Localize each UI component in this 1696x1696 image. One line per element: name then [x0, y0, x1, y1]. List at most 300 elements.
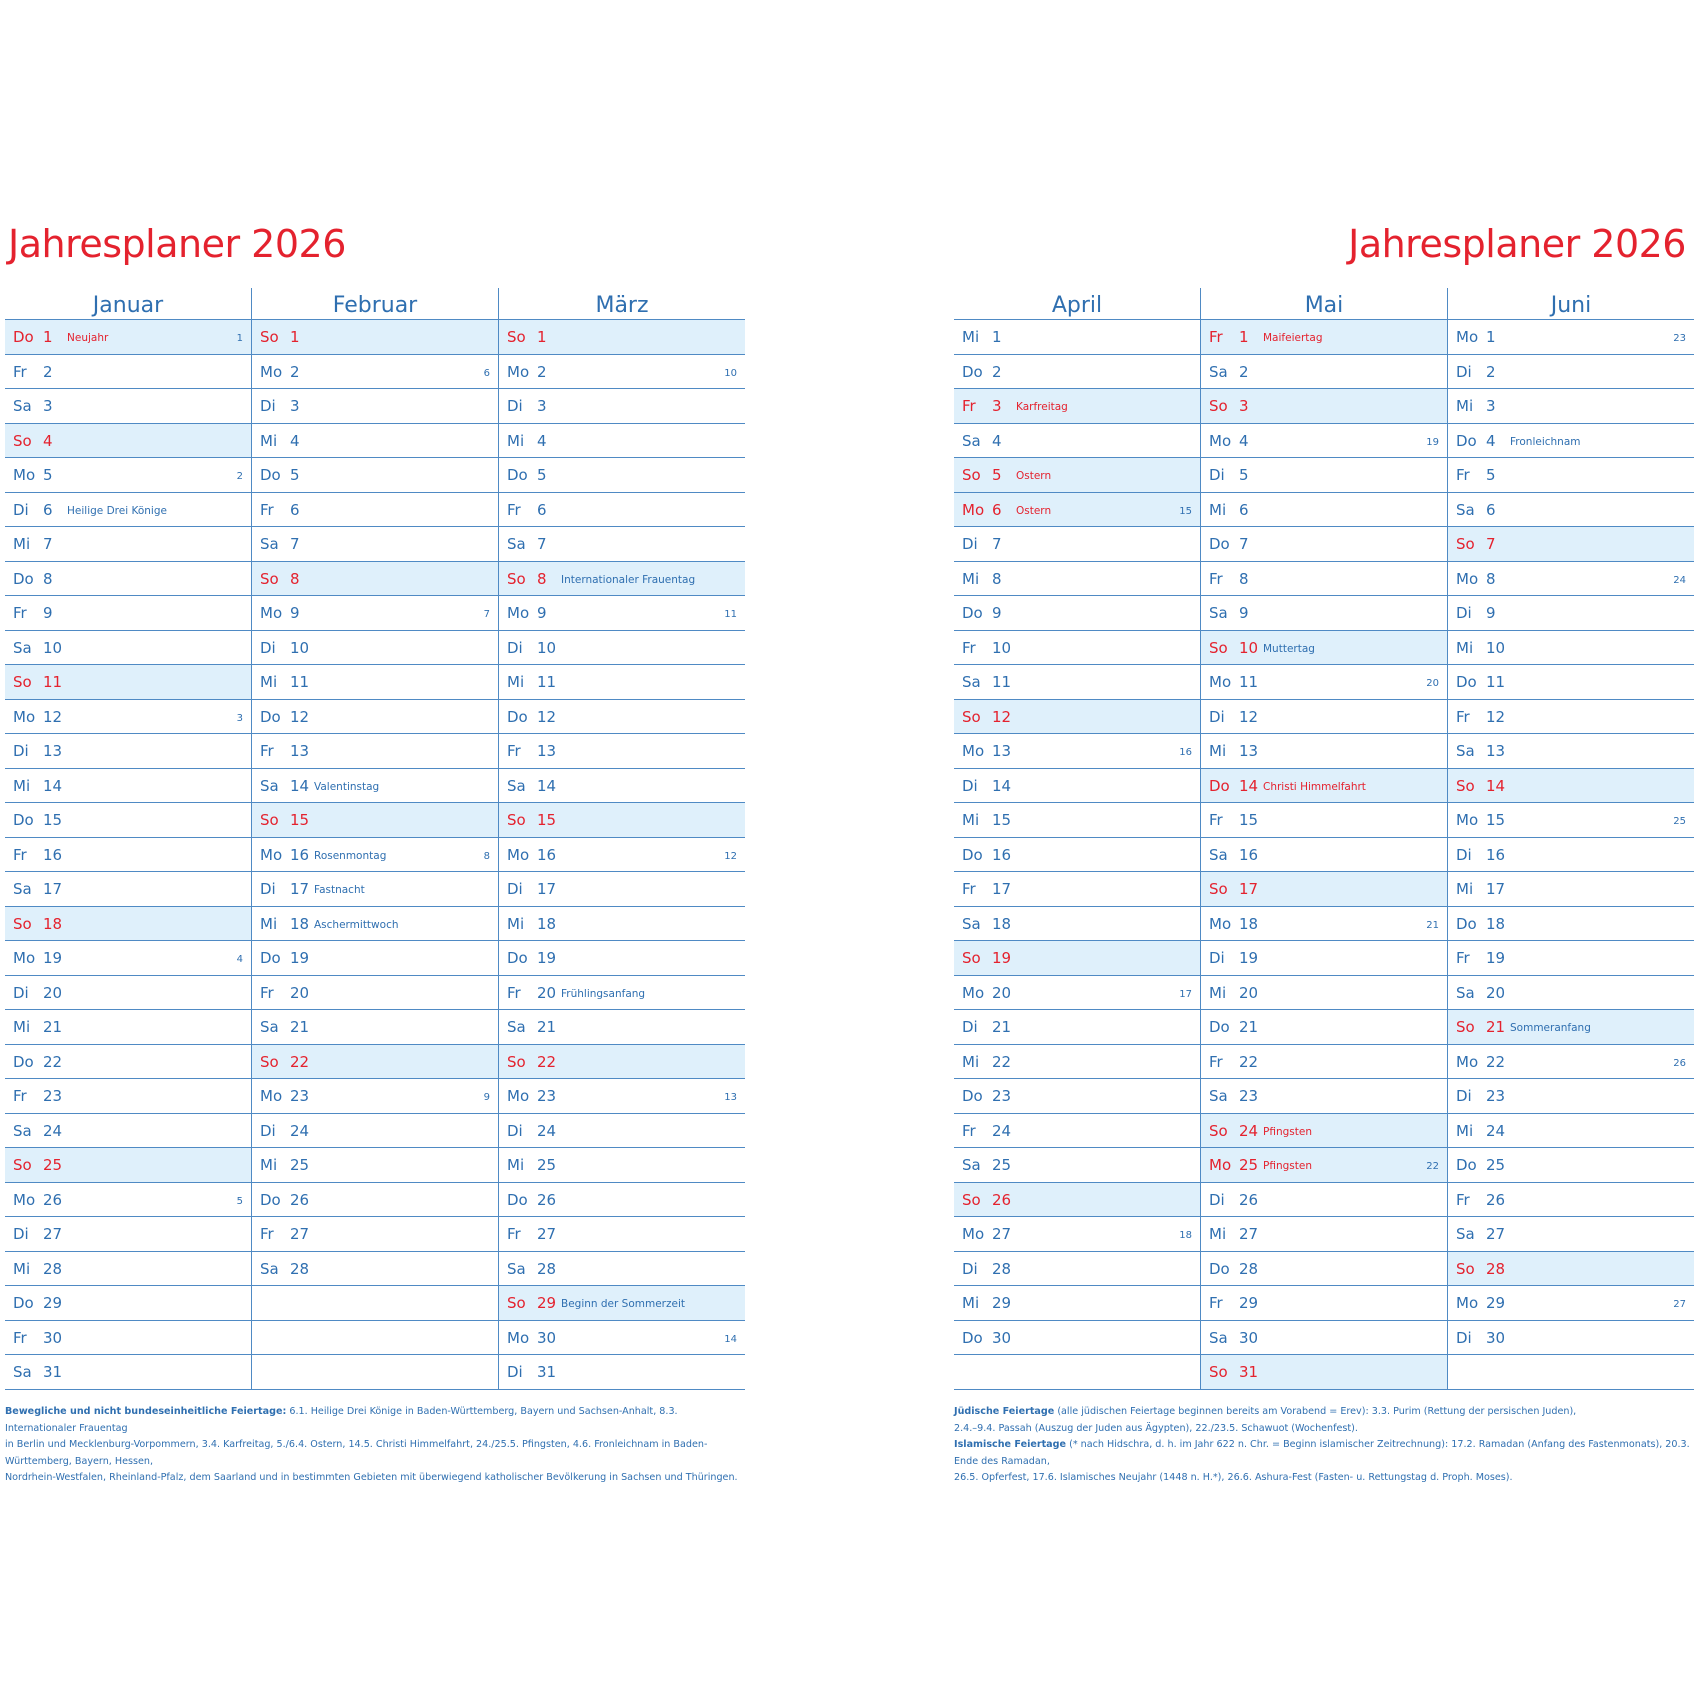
- day-number: 30: [1239, 1328, 1259, 1347]
- day-number: 20: [290, 983, 310, 1002]
- day-number: 29: [1486, 1294, 1506, 1312]
- day-number: 15: [43, 811, 63, 829]
- day-row: [499, 1114, 745, 1149]
- day-row: [252, 1114, 498, 1149]
- weekday-label: Fr: [13, 1328, 27, 1347]
- day-number: 30: [43, 1328, 63, 1347]
- weekday-label: So: [962, 707, 981, 726]
- day-number: 26: [290, 1190, 310, 1209]
- day-row: [252, 1321, 498, 1356]
- weekday-label: Mo: [507, 604, 530, 622]
- weekday-label: Mo: [1456, 328, 1479, 346]
- day-row: [499, 355, 745, 390]
- event-label: Christi Himmelfahrt: [1263, 780, 1366, 793]
- day-row: [954, 458, 1200, 493]
- day-row: [5, 1183, 251, 1218]
- weekday-label: Fr: [260, 1225, 274, 1243]
- day-number: 27: [1486, 1225, 1506, 1243]
- weekday-label: Mi: [1456, 880, 1474, 898]
- day-number: 23: [1486, 1087, 1506, 1105]
- day-number: 1: [992, 328, 1002, 346]
- day-row: [1448, 734, 1694, 769]
- week-number: 8: [483, 850, 490, 862]
- day-number: 12: [992, 707, 1012, 726]
- event-label: Ostern: [1016, 470, 1052, 482]
- weekday-label: Fr: [260, 742, 274, 760]
- weekday-label: So: [962, 466, 981, 484]
- day-row: [5, 389, 251, 424]
- day-row: [499, 1355, 745, 1390]
- day-row: [1448, 872, 1694, 907]
- weekday-label: Di: [507, 1121, 523, 1140]
- weekday-label: Di: [507, 397, 523, 415]
- weekday-label: Mo: [13, 949, 36, 967]
- day-number: 23: [537, 1087, 557, 1105]
- day-row: [499, 527, 745, 562]
- day-number: 21: [290, 1018, 310, 1036]
- month-header: Februar: [252, 288, 498, 320]
- weekday-label: Di: [962, 535, 978, 553]
- week-number: 1: [236, 333, 243, 344]
- day-row: [252, 1217, 498, 1252]
- day-number: 25: [992, 1156, 1012, 1174]
- day-number: 19: [290, 949, 310, 967]
- day-number: 30: [537, 1328, 557, 1347]
- day-number: 30: [992, 1328, 1012, 1347]
- weekday-label: Mi: [962, 328, 980, 346]
- day-row: [499, 1010, 745, 1045]
- weekday-label: Mo: [1456, 1294, 1479, 1312]
- month-header: Mai: [1201, 288, 1447, 320]
- day-row: [5, 1010, 251, 1045]
- day-row: [1448, 562, 1694, 597]
- day-number: 21: [1239, 1018, 1259, 1036]
- day-row: [1201, 1183, 1447, 1218]
- day-number: 5: [43, 466, 53, 484]
- day-row: [1201, 1148, 1447, 1183]
- day-number: 7: [537, 535, 547, 553]
- day-number: 23: [290, 1087, 310, 1105]
- day-row: [954, 1114, 1200, 1149]
- day-row: [499, 665, 745, 700]
- weekday-label: Fr: [507, 742, 521, 760]
- weekday-label: Mo: [1209, 431, 1232, 450]
- day-row: [1448, 1183, 1694, 1218]
- day-number: 5: [992, 466, 1002, 484]
- day-row: [954, 320, 1200, 355]
- weekday-label: Do: [13, 328, 34, 346]
- event-label: Sommeranfang: [1510, 1022, 1591, 1034]
- weekday-label: Do: [962, 1328, 983, 1347]
- weekday-label: So: [13, 914, 32, 933]
- weekday-label: Sa: [507, 776, 526, 795]
- day-number: 17: [1239, 880, 1259, 898]
- day-row: [252, 424, 498, 459]
- weekday-label: Di: [962, 1259, 978, 1278]
- weekday-label: Do: [507, 707, 528, 726]
- day-row: [1201, 1079, 1447, 1114]
- day-row: [499, 562, 745, 597]
- day-row: [499, 941, 745, 976]
- week-number: 5: [236, 1195, 243, 1207]
- weekday-label: Sa: [962, 1156, 981, 1174]
- weekday-label: Sa: [507, 535, 526, 553]
- weekday-label: Mo: [260, 604, 283, 622]
- weekday-label: Mi: [1456, 1121, 1474, 1140]
- weekday-label: Mi: [260, 1156, 278, 1174]
- left-footnote-line-3: Nordrhein-Westfalen, Rheinland-Pfalz, dem Saarland und in bestimmten Gebieten mit überwiegend katholischer Bevölkerung in Sachsen und Thüringen.: [5, 1472, 738, 1484]
- event-label: Muttertag: [1263, 642, 1315, 655]
- day-number: 24: [290, 1121, 310, 1140]
- weekday-label: Mi: [507, 673, 525, 691]
- week-number: 3: [236, 712, 243, 724]
- day-number: 8: [43, 569, 53, 588]
- day-number: 22: [537, 1052, 557, 1071]
- weekday-label: Di: [1456, 1328, 1472, 1347]
- weekday-label: Mo: [1456, 1052, 1479, 1071]
- day-number: 11: [290, 673, 310, 691]
- day-row: [499, 734, 745, 769]
- day-row: [499, 700, 745, 735]
- day-row: [954, 769, 1200, 804]
- weekday-label: Mi: [13, 535, 31, 553]
- event-label: Fronleichnam: [1510, 435, 1581, 448]
- day-number: 28: [1239, 1259, 1259, 1278]
- day-number: 16: [992, 845, 1012, 864]
- weekday-label: So: [1209, 1121, 1228, 1140]
- day-row: [954, 596, 1200, 631]
- day-row: [1448, 1010, 1694, 1045]
- day-number: 26: [1239, 1190, 1259, 1209]
- weekday-label: Do: [13, 811, 34, 829]
- weekday-label: Mi: [13, 776, 31, 795]
- left-footnote-line-1: 6.1. Heilige Drei Könige in Baden-Württemberg, Bayern und Sachsen-Anhalt, 8.3. Internationaler Frauentag: [5, 1406, 678, 1434]
- weekday-label: Sa: [1456, 742, 1475, 760]
- day-row: [252, 355, 498, 390]
- day-row: [252, 493, 498, 528]
- day-row: [1201, 803, 1447, 838]
- day-number: 10: [290, 638, 310, 657]
- weekday-label: So: [962, 1190, 981, 1209]
- day-row: [954, 838, 1200, 873]
- day-number: 6: [290, 500, 300, 519]
- day-row: [1201, 1355, 1447, 1390]
- day-number: 10: [992, 638, 1012, 657]
- day-row: [499, 1079, 745, 1114]
- event-label: Beginn der Sommerzeit: [561, 1298, 686, 1310]
- day-number: 5: [290, 466, 300, 484]
- day-number: 17: [290, 880, 310, 898]
- day-number: 9: [992, 604, 1002, 622]
- day-row: [252, 700, 498, 735]
- weekday-label: Sa: [13, 1363, 32, 1381]
- weekday-label: Sa: [1209, 1087, 1228, 1105]
- day-row: [954, 493, 1200, 528]
- day-row: [954, 1355, 1200, 1390]
- day-number: 9: [1239, 604, 1249, 622]
- weekday-label: Mo: [13, 466, 36, 484]
- weekday-label: Mi: [13, 1259, 31, 1278]
- weekday-label: Di: [507, 880, 523, 898]
- day-row: [499, 320, 745, 355]
- weekday-label: Mi: [507, 431, 525, 450]
- week-number: 23: [1673, 333, 1686, 344]
- right-footnote: [954, 1404, 1694, 1487]
- day-row: [5, 769, 251, 804]
- weekday-label: Fr: [962, 638, 976, 657]
- day-row: [954, 872, 1200, 907]
- weekday-label: Mo: [507, 845, 530, 864]
- day-number: 12: [290, 707, 310, 726]
- day-number: 27: [537, 1225, 557, 1243]
- weekday-label: So: [260, 569, 279, 588]
- day-row: [1201, 907, 1447, 942]
- day-row: [1448, 1079, 1694, 1114]
- weekday-label: So: [260, 328, 279, 346]
- weekday-label: So: [1209, 397, 1228, 415]
- right-calendar-grid: [954, 288, 1694, 1390]
- day-number: 2: [537, 362, 547, 381]
- event-label: Pfingsten: [1263, 1160, 1312, 1172]
- day-row: [954, 1183, 1200, 1218]
- weekday-label: Fr: [1209, 569, 1223, 588]
- day-number: 28: [1486, 1259, 1506, 1278]
- day-row: [1448, 838, 1694, 873]
- weekday-label: Do: [1209, 776, 1230, 795]
- day-number: 1: [290, 328, 300, 346]
- day-row: [1448, 596, 1694, 631]
- day-number: 1: [1239, 328, 1249, 346]
- day-number: 14: [1486, 776, 1506, 795]
- day-row: [1448, 1045, 1694, 1080]
- month-header: April: [954, 288, 1200, 320]
- day-number: 27: [290, 1225, 310, 1243]
- day-number: 6: [1239, 500, 1249, 519]
- weekday-label: Mi: [260, 673, 278, 691]
- day-number: 29: [43, 1294, 63, 1312]
- weekday-label: Do: [507, 949, 528, 967]
- day-number: 4: [537, 431, 547, 450]
- day-row: [499, 389, 745, 424]
- day-number: 27: [43, 1225, 63, 1243]
- day-row: [954, 562, 1200, 597]
- weekday-label: So: [507, 328, 526, 346]
- day-number: 22: [1239, 1052, 1259, 1071]
- event-label: Frühlingsanfang: [561, 987, 646, 1000]
- day-number: 4: [992, 431, 1002, 450]
- day-number: 22: [1486, 1052, 1506, 1071]
- day-number: 8: [992, 569, 1002, 588]
- day-number: 12: [537, 707, 557, 726]
- weekday-label: Fr: [260, 500, 274, 519]
- weekday-label: Mo: [260, 362, 283, 381]
- day-number: 1: [1486, 328, 1496, 346]
- day-row: [252, 320, 498, 355]
- day-row: [499, 976, 745, 1011]
- day-number: 5: [1239, 466, 1249, 484]
- right-page-title: Jahresplaner 2026: [1348, 222, 1686, 266]
- day-row: [954, 1148, 1200, 1183]
- day-row: [5, 1355, 251, 1390]
- day-number: 11: [43, 673, 63, 691]
- day-row: [1448, 424, 1694, 459]
- weekday-label: Mo: [507, 362, 530, 381]
- weekday-label: Mi: [1209, 742, 1227, 760]
- week-number: 22: [1426, 1161, 1439, 1172]
- day-row: [1201, 734, 1447, 769]
- day-number: 7: [1239, 535, 1249, 553]
- day-row: [5, 941, 251, 976]
- day-row: [954, 1010, 1200, 1045]
- day-number: 7: [992, 535, 1002, 553]
- day-number: 27: [992, 1225, 1012, 1243]
- weekday-label: So: [1456, 776, 1475, 795]
- month-column-februar: [251, 288, 498, 1390]
- day-row: [1448, 976, 1694, 1011]
- day-row: [1448, 320, 1694, 355]
- weekday-label: Sa: [962, 431, 981, 450]
- day-number: 20: [1239, 983, 1259, 1002]
- event-label: Internationaler Frauentag: [561, 573, 696, 586]
- day-number: 21: [43, 1018, 63, 1036]
- day-number: 4: [1239, 431, 1249, 450]
- weekday-label: Di: [13, 500, 29, 519]
- day-number: 23: [43, 1087, 63, 1105]
- day-number: 6: [1486, 500, 1496, 519]
- day-number: 22: [43, 1052, 63, 1071]
- day-row: [954, 734, 1200, 769]
- day-number: 18: [992, 914, 1012, 933]
- day-number: 1: [537, 328, 547, 346]
- day-row: [1448, 1148, 1694, 1183]
- day-number: 14: [992, 776, 1012, 795]
- weekday-label: Do: [13, 1052, 34, 1071]
- day-number: 5: [1486, 466, 1496, 484]
- weekday-label: Mi: [1209, 1225, 1227, 1243]
- day-row: [252, 1286, 498, 1321]
- day-row: [252, 1045, 498, 1080]
- day-number: 31: [43, 1363, 63, 1381]
- weekday-label: Fr: [962, 1121, 976, 1140]
- day-number: 3: [992, 397, 1002, 415]
- day-number: 4: [43, 431, 53, 450]
- event-label: Valentinstag: [314, 780, 380, 793]
- weekday-label: Mo: [260, 845, 283, 864]
- day-number: 28: [537, 1259, 557, 1278]
- weekday-label: Sa: [13, 638, 32, 657]
- day-row: [499, 493, 745, 528]
- day-number: 9: [43, 604, 53, 622]
- weekday-label: So: [507, 1294, 526, 1312]
- week-number: 4: [236, 954, 243, 965]
- week-number: 16: [1179, 747, 1192, 758]
- weekday-label: So: [962, 949, 981, 967]
- day-row: [1448, 941, 1694, 976]
- day-row: [5, 1114, 251, 1149]
- day-row: [1201, 389, 1447, 424]
- weekday-label: Do: [962, 362, 983, 381]
- day-row: [1201, 596, 1447, 631]
- weekday-label: Sa: [507, 1259, 526, 1278]
- weekday-label: Do: [1456, 914, 1477, 933]
- day-row: [499, 596, 745, 631]
- day-number: 14: [290, 776, 310, 795]
- week-number: 11: [724, 609, 737, 620]
- day-number: 11: [1486, 673, 1506, 691]
- weekday-label: Fr: [13, 845, 27, 864]
- day-number: 21: [992, 1018, 1012, 1036]
- day-row: [1448, 1217, 1694, 1252]
- day-number: 14: [1239, 776, 1259, 795]
- day-row: [499, 458, 745, 493]
- day-number: 16: [1486, 845, 1506, 864]
- right-footnote-line-4: 26.5. Opferfest, 17.6. Islamisches Neujahr (1448 n. H.*), 26.6. Ashura-Fest (Fasten- u. Rettungstag d. Proph. Moses).: [954, 1472, 1513, 1484]
- day-number: 8: [290, 569, 300, 588]
- day-row: [499, 631, 745, 666]
- day-row: [1448, 907, 1694, 942]
- weekday-label: Mo: [962, 742, 985, 760]
- weekday-label: Di: [260, 880, 276, 898]
- day-number: 22: [290, 1052, 310, 1071]
- day-row: [499, 1183, 745, 1218]
- day-number: 15: [537, 811, 557, 829]
- week-number: 17: [1179, 988, 1192, 1000]
- day-number: 19: [1486, 949, 1506, 967]
- day-row: [1201, 527, 1447, 562]
- day-row: [252, 1148, 498, 1183]
- weekday-label: Mi: [260, 431, 278, 450]
- day-number: 24: [43, 1121, 63, 1140]
- day-number: 18: [290, 914, 310, 933]
- day-row: [499, 1321, 745, 1356]
- day-row: [499, 1286, 745, 1321]
- weekday-label: Do: [1209, 535, 1230, 553]
- day-number: 20: [1486, 983, 1506, 1002]
- weekday-label: Mo: [507, 1087, 530, 1105]
- day-number: 7: [290, 535, 300, 553]
- weekday-label: Fr: [962, 880, 976, 898]
- event-label: Rosenmontag: [314, 849, 387, 862]
- day-number: 24: [1239, 1121, 1259, 1140]
- day-number: 9: [537, 604, 547, 622]
- weekday-label: Di: [962, 776, 978, 795]
- day-number: 10: [1239, 638, 1259, 657]
- weekday-label: Do: [962, 604, 983, 622]
- day-row: [5, 700, 251, 735]
- week-number: 19: [1426, 436, 1439, 448]
- day-number: 3: [1486, 397, 1496, 415]
- day-number: 5: [537, 466, 547, 484]
- day-number: 16: [290, 845, 310, 864]
- day-number: 29: [1239, 1294, 1259, 1312]
- day-number: 14: [537, 776, 557, 795]
- day-number: 3: [1239, 397, 1249, 415]
- weekday-label: Fr: [1456, 949, 1470, 967]
- day-number: 8: [1486, 569, 1496, 588]
- day-row: [1201, 1045, 1447, 1080]
- right-footnote-line-1: (alle jüdischen Feiertage beginnen bereits am Vorabend = Erev): 3.3. Purim (Rettung der persischen Juden),: [1054, 1406, 1577, 1417]
- weekday-label: Sa: [962, 914, 981, 933]
- day-row: [252, 803, 498, 838]
- day-row: [954, 1045, 1200, 1080]
- day-number: 26: [992, 1190, 1012, 1209]
- day-row: [5, 1286, 251, 1321]
- day-number: 8: [537, 569, 547, 588]
- day-number: 22: [992, 1052, 1012, 1071]
- weekday-label: So: [1456, 1259, 1475, 1278]
- day-row: [252, 596, 498, 631]
- day-row: [1201, 320, 1447, 355]
